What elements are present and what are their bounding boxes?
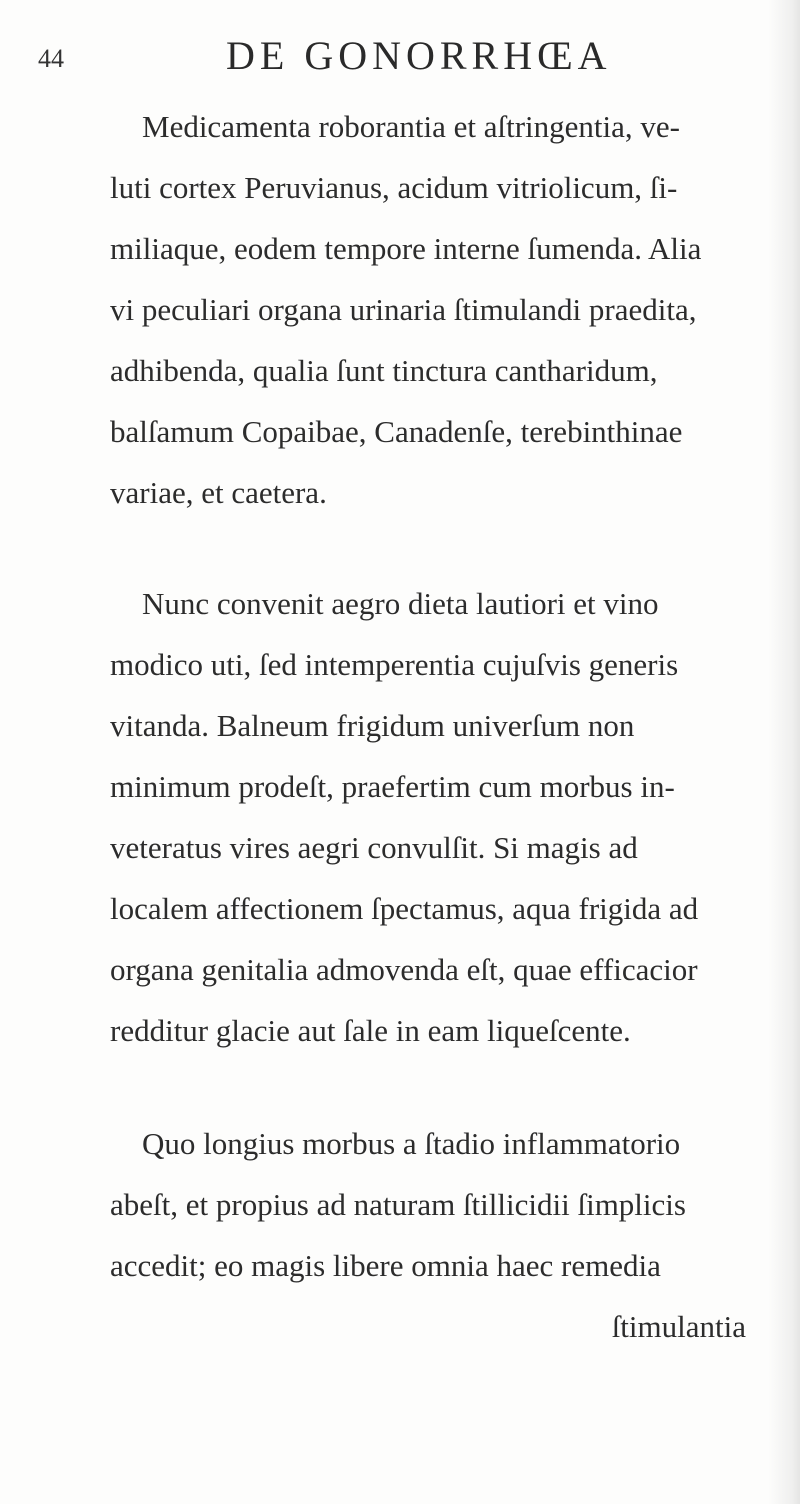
text-line: minimum prodeſt, praefertim cum morbus in- [110, 769, 675, 804]
paragraph-spacer [110, 1061, 750, 1113]
text-line: vitanda. Balneum frigidum univerſum non [110, 708, 635, 743]
body-text [110, 96, 750, 1357]
running-head [38, 26, 758, 76]
paragraph-spacer [110, 523, 750, 573]
catchword: ſtimulantia [611, 1309, 746, 1344]
text-line: vi peculiari organa urinaria ſtimulandi praedita, [110, 292, 697, 327]
running-title: DE GONORRHŒA [226, 33, 612, 78]
paragraph-1 [110, 96, 750, 523]
paragraph-2 [110, 573, 750, 1061]
text-line: miliaque, eodem tempore interne ſumenda. Alia [110, 231, 702, 266]
text-line: Quo longius morbus a ſtadio inflammatorio [142, 1126, 681, 1161]
text-line: veteratus vires aegri convulſit. Si magis ad [110, 830, 638, 865]
text-line: luti cortex Peruvianus, acidum vitriolicum, ſi- [110, 170, 678, 205]
text-line: localem affectionem ſpectamus, aqua frigida ad [110, 891, 699, 926]
text-line: modico uti, ſed intemperentia cujuſvis generis [110, 647, 679, 682]
text-line: accedit; eo magis libere omnia haec remedia [110, 1248, 661, 1283]
text-line: variae, et caetera. [110, 475, 327, 510]
text-line: redditur glacie aut ſale in eam liqueſcente. [110, 1013, 631, 1048]
text-line: adhibenda, qualia ſunt tinctura cantharidum, [110, 353, 658, 388]
text-line: Medicamenta roborantia et aſtringentia, ve- [142, 109, 680, 144]
page-number: 44 [38, 44, 64, 73]
text-line: Nunc convenit aegro dieta lautiori et vino [142, 586, 659, 621]
paragraph-3 [110, 1113, 750, 1357]
text-line: abeſt, et propius ad naturam ſtillicidii ſimplicis [110, 1187, 686, 1222]
text-line: balſamum Copaibae, Canadenſe, terebinthinae [110, 414, 683, 449]
text-line: organa genitalia admovenda eſt, quae efficacior [110, 952, 698, 987]
